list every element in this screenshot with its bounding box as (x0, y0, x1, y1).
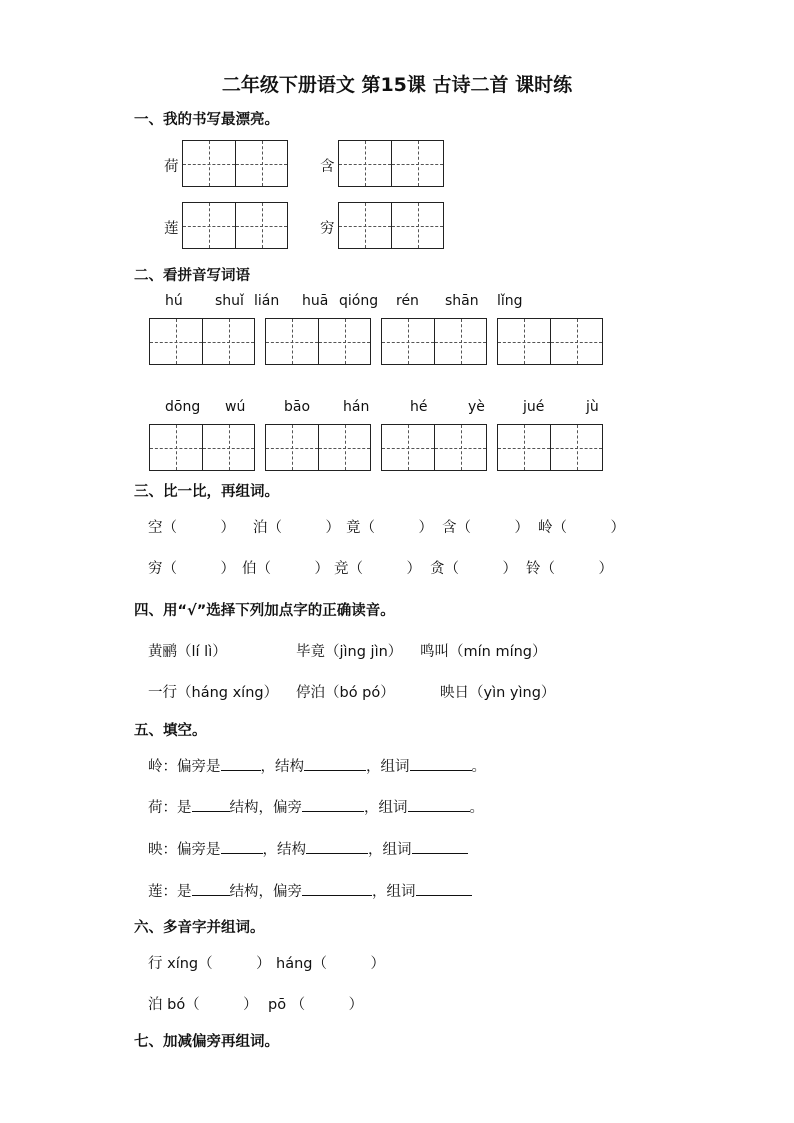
pinyin-grid-7[interactable] (381, 424, 487, 471)
pinyin: qióng (339, 293, 379, 309)
fill-text: ，组词 (364, 800, 408, 816)
fill-text: ，组词 (368, 842, 412, 858)
pinyin: dōng (165, 399, 201, 415)
section-1-heading: 一、我的书写最漂亮。 (134, 112, 279, 128)
fill-line-1 (148, 755, 486, 776)
pinyin: lián (254, 293, 280, 309)
pinyin-grid-4[interactable] (497, 318, 603, 365)
compare-item[interactable]: 贪（ ） (430, 561, 517, 577)
section-7-heading: 七、加减偏旁再组词。 (134, 1034, 279, 1050)
compare-item[interactable]: 铃（ ） (526, 561, 613, 577)
answer-blank[interactable] (192, 798, 230, 812)
fill-text: 荷：是 (148, 800, 192, 816)
section-3-heading: 三、比一比，再组词。 (134, 484, 279, 500)
pinyin-grid-2[interactable] (265, 318, 371, 365)
polyphone-item[interactable]: pō （ ） (268, 997, 364, 1013)
polyphone-item[interactable]: 泊 bó（ ） (148, 997, 258, 1013)
writing-grid-lian[interactable] (182, 202, 288, 249)
writing-grid-qiong[interactable] (338, 202, 444, 249)
reading-choice[interactable]: 一行（háng xíng） (148, 685, 279, 701)
reading-choice[interactable]: 停泊（bó pó） (296, 685, 395, 701)
answer-blank[interactable] (302, 798, 364, 812)
pinyin-grid-8[interactable] (497, 424, 603, 471)
reading-choice[interactable]: 毕竟（jìng jìn） (296, 644, 403, 660)
pinyin: jué (523, 399, 545, 415)
pinyin: huā (302, 293, 329, 309)
fill-line-3 (148, 838, 468, 859)
pinyin: hán (343, 399, 370, 415)
fill-text: ，结构 (260, 759, 304, 775)
polyphone-item[interactable]: 行 xíng（ ） (148, 956, 271, 972)
fill-text: 。 (469, 800, 484, 816)
answer-blank[interactable] (306, 840, 368, 854)
section-4-heading: 四、用“√”选择下列加点字的正确读音。 (134, 603, 395, 619)
reading-choice[interactable]: 映日（yìn yìng） (440, 685, 556, 701)
reading-choice[interactable]: 鸣叫（mín míng） (420, 644, 547, 660)
pinyin: lǐng (497, 293, 523, 309)
answer-blank[interactable] (221, 757, 261, 771)
pinyin-grid-6[interactable] (265, 424, 371, 471)
char-label-qiong: 穷 (320, 221, 335, 237)
char-label-he: 荷 (164, 159, 179, 175)
section-2-heading: 二、看拼音写词语 (134, 268, 250, 284)
pinyin: rén (396, 293, 419, 309)
pinyin-grid-3[interactable] (381, 318, 487, 365)
pinyin-grid-1[interactable] (149, 318, 255, 365)
pinyin-grid-5[interactable] (149, 424, 255, 471)
fill-text: 结构，偏旁 (229, 884, 302, 900)
reading-choice[interactable]: 黄鹂（lí lì） (148, 644, 227, 660)
pinyin: shān (445, 293, 479, 309)
answer-blank[interactable] (416, 882, 472, 896)
answer-blank[interactable] (408, 798, 470, 812)
fill-text: 。 (471, 759, 486, 775)
fill-text: 映：偏旁是 (148, 842, 221, 858)
fill-text: 莲：是 (148, 884, 192, 900)
fill-text: 结构，偏旁 (229, 800, 302, 816)
fill-text: ，组词 (372, 884, 416, 900)
compare-item[interactable]: 伯（ ） (242, 561, 329, 577)
pinyin: hú (165, 293, 183, 309)
fill-text: ，结构 (262, 842, 306, 858)
pinyin: wú (225, 399, 246, 415)
compare-item[interactable]: 岭（ ） (538, 520, 625, 536)
answer-blank[interactable] (304, 757, 366, 771)
section-5-heading: 五、填空。 (134, 723, 207, 739)
pinyin: yè (468, 399, 485, 415)
fill-line-2 (148, 796, 484, 817)
compare-item[interactable]: 穷（ ） (148, 561, 235, 577)
answer-blank[interactable] (410, 757, 472, 771)
compare-item[interactable]: 竟（ ） (346, 520, 433, 536)
writing-grid-han[interactable] (338, 140, 444, 187)
pinyin: hé (410, 399, 428, 415)
fill-text: ，组词 (366, 759, 410, 775)
fill-line-4 (148, 880, 472, 901)
writing-grid-he[interactable] (182, 140, 288, 187)
pinyin: jù (586, 399, 599, 415)
compare-item[interactable]: 竞（ ） (334, 561, 421, 577)
polyphone-item[interactable]: háng（ ） (276, 956, 385, 972)
char-label-lian: 莲 (164, 221, 179, 237)
section-6-heading: 六、多音字并组词。 (134, 920, 265, 936)
compare-item[interactable]: 泊（ ） (253, 520, 340, 536)
pinyin: shuǐ (215, 293, 244, 309)
fill-text: 岭：偏旁是 (148, 759, 221, 775)
answer-blank[interactable] (302, 882, 372, 896)
pinyin: bāo (284, 399, 311, 415)
answer-blank[interactable] (221, 840, 263, 854)
compare-item[interactable]: 空（ ） (148, 520, 235, 536)
answer-blank[interactable] (412, 840, 468, 854)
page-title: 二年级下册语文 第15课 古诗二首 课时练 (221, 74, 573, 96)
answer-blank[interactable] (192, 882, 230, 896)
compare-item[interactable]: 含（ ） (442, 520, 529, 536)
char-label-han: 含 (320, 159, 335, 175)
